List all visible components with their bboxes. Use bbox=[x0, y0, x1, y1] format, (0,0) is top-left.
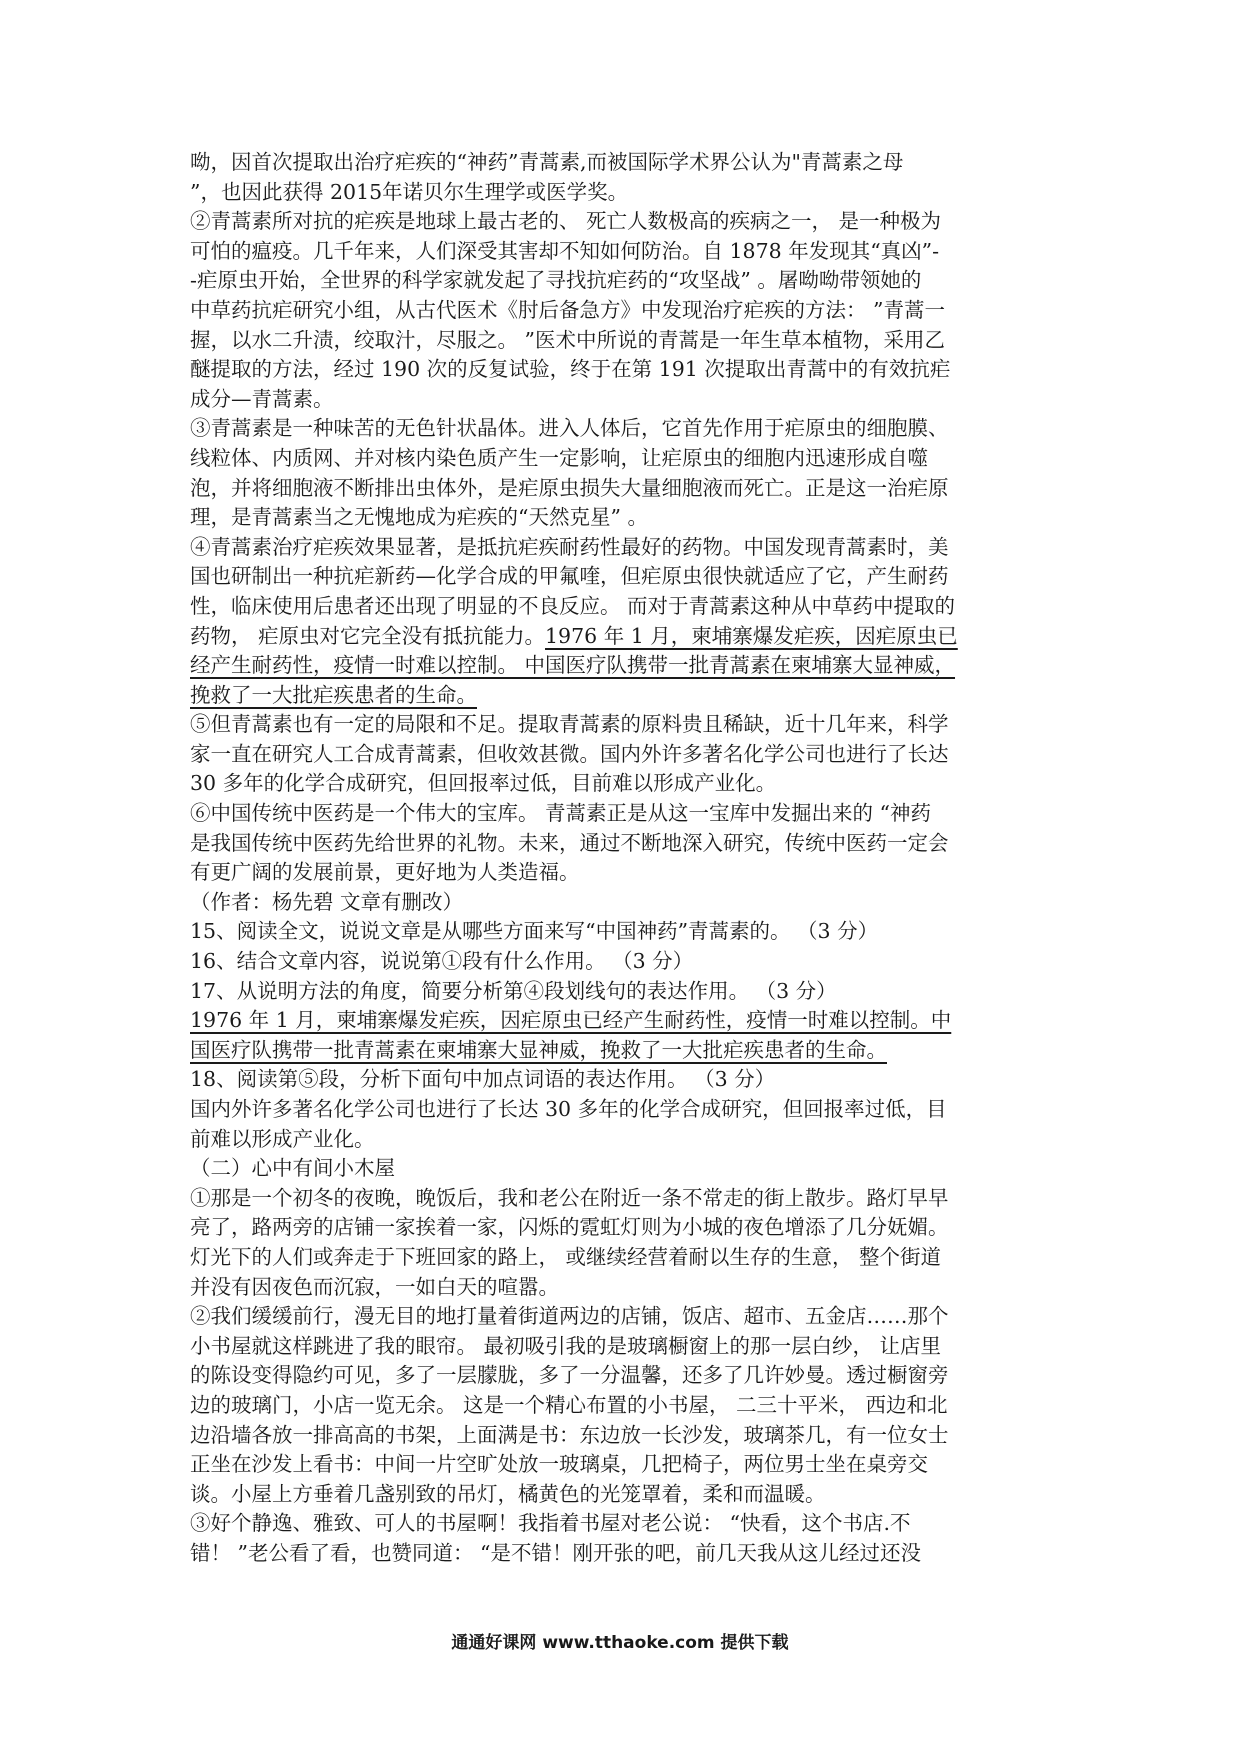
text-line bbox=[190, 414, 1050, 444]
text-line bbox=[190, 1361, 1050, 1391]
line-text: ④青蒿素治疗疟疾效果显著，是抵抗疟疾耐药性最好的药物。中国发现青蒿素时，美 bbox=[190, 534, 949, 559]
text-line bbox=[190, 1421, 1050, 1451]
text-line bbox=[190, 1539, 1050, 1569]
line-text: 15、阅读全文，说说文章是从哪些方面来写“中国神药”青蒿素的。 （3 分） bbox=[190, 919, 879, 944]
line-text: 边的玻璃门，小店一览无余。 这是一个精心布置的小书屋， 二三十平米， 西边和北 bbox=[190, 1392, 948, 1417]
line-text: 性，临床使用后患者还出现了明显的不良反应。 而对于青蒿素这种从中草药中提取的 bbox=[190, 593, 956, 618]
text-line bbox=[190, 444, 1050, 474]
text-line bbox=[190, 1509, 1050, 1539]
page-footer: 通通好课网 www.tthaoke.com 提供下载 bbox=[451, 1633, 789, 1653]
text-line bbox=[190, 148, 1050, 178]
line-text: 经产生耐药性，疫情一时难以控制。 中国医疗队携带一批青蒿素在柬埔寨大显神威， bbox=[190, 653, 956, 678]
line-text: 谈。小屋上方垂着几盏别致的吊灯，橘黄色的光笼罩着，柔和而温暖。 bbox=[190, 1481, 826, 1506]
line-text: ⑤但青蒿素也有一定的局限和不足。提取青蒿素的原料贵且稀缺，近十几年来，科学 bbox=[190, 712, 949, 737]
text-line bbox=[190, 858, 1050, 888]
line-text: 握，以水二升渍，绞取汁，尽服之。 ”医术中所说的青蒿是一年生草本植物，采用乙 bbox=[190, 327, 945, 352]
text-line bbox=[190, 829, 1050, 859]
text-line bbox=[190, 799, 1050, 829]
text-line bbox=[190, 651, 1050, 681]
text-line bbox=[190, 681, 1050, 711]
text-line bbox=[190, 592, 1050, 622]
text-line bbox=[190, 1273, 1050, 1303]
line-text: 30 多年的化学合成研究，但回报率过低，目前难以形成产业化。 bbox=[190, 771, 777, 796]
text-line bbox=[190, 1184, 1050, 1214]
underlined-text: 1976 年 1 月，柬埔寨爆发疟疾，因疟原虫已 bbox=[545, 623, 958, 648]
text-line bbox=[190, 266, 1050, 296]
line-text: 小书屋就这样跳进了我的眼帘。 最初吸引我的是玻璃橱窗上的那一层白纱， 让店里 bbox=[190, 1333, 942, 1358]
text-line bbox=[190, 237, 1050, 267]
line-text: 醚提取的方法，经过 190 次的反复试验，终于在第 191 次提取出青蒿中的有效抗疟 bbox=[190, 357, 951, 382]
text-line bbox=[190, 888, 1050, 918]
text-line bbox=[190, 1332, 1050, 1362]
line-text: 的陈设变得隐约可见，多了一层朦胧，多了一分温馨，还多了几许妙曼。透过橱窗旁 bbox=[190, 1363, 949, 1388]
text-line bbox=[190, 385, 1050, 415]
line-text: （作者：杨先碧 文章有删改） bbox=[190, 889, 464, 914]
text-line bbox=[190, 533, 1050, 563]
line-text: 边沿墙各放一排高高的书架，上面满是书：东边放一长沙发，玻璃茶几，有一位女士 bbox=[190, 1422, 949, 1447]
text-line bbox=[190, 917, 1050, 947]
line-text: 理，是青蒿素当之无愧地成为疟疾的“天然克星” 。 bbox=[190, 505, 648, 530]
line-text: 家一直在研究人工合成青蒿素，但收效甚微。国内外许多著名化学公司也进行了长达 bbox=[190, 741, 949, 766]
line-text: ③好个静逸、雅致、可人的书屋啊！我指着书屋对老公说： “快看，这个书店.不 bbox=[190, 1511, 911, 1536]
line-text: 中草药抗疟研究小组，从古代医术《肘后备急方》中发现治疗疟疾的方法： ”青蒿一 bbox=[190, 297, 945, 322]
line-text: 可怕的瘟疫。几千年来，人们深受其害却不知如何防治。自 1878 年发现其“真凶”- bbox=[190, 238, 940, 263]
line-text: 前难以形成产业化。 bbox=[190, 1126, 375, 1151]
line-text: （二）心中有间小木屋 bbox=[190, 1156, 395, 1181]
text-line bbox=[190, 1065, 1050, 1095]
line-text: 18、阅读第⑤段，分析下面句中加点词语的表达作用。 （3 分） bbox=[190, 1067, 776, 1092]
text-line bbox=[190, 1302, 1050, 1332]
line-text: 有更广阔的发展前景，更好地为人类造福。 bbox=[190, 860, 580, 885]
text-line bbox=[190, 503, 1050, 533]
text-line bbox=[190, 562, 1050, 592]
text-line bbox=[190, 1006, 1050, 1036]
text-line bbox=[190, 296, 1050, 326]
text-line bbox=[190, 1095, 1050, 1125]
line-text: -疟原虫开始，全世界的科学家就发起了寻找抗疟药的“攻坚战” 。屠呦呦带领她的 bbox=[190, 268, 922, 293]
line-text: 国也研制出一种抗疟新药—化学合成的甲氟喹，但疟原虫很快就适应了它，产生耐药 bbox=[190, 564, 949, 589]
line-text: 是我国传统中医药先给世界的礼物。未来，通过不断地深入研究，传统中医药一定会 bbox=[190, 830, 949, 855]
text-line bbox=[190, 1213, 1050, 1243]
line-text: 呦，因首次提取出治疗疟疾的“神药”青蒿素,而被国际学术界公认为"青蒿素之母 bbox=[190, 150, 904, 174]
text-line bbox=[190, 947, 1050, 977]
document-body bbox=[190, 148, 1050, 1569]
line-text: 挽救了一大批疟疾患者的生命。 bbox=[190, 682, 477, 707]
text-line bbox=[190, 1036, 1050, 1066]
line-text: ②青蒿素所对抗的疟疾是地球上最古老的、 死亡人数极高的疾病之一， 是一种极为 bbox=[190, 209, 942, 234]
text-line bbox=[190, 769, 1050, 799]
text-line bbox=[190, 1391, 1050, 1421]
line-text: 国内外许多著名化学公司也进行了长达 30 多年的化学合成研究，但回报率过低，目 bbox=[190, 1097, 947, 1121]
text-line bbox=[190, 710, 1050, 740]
line-text: 16、结合文章内容，说说第①段有什么作用。 （3 分） bbox=[190, 949, 694, 974]
line-text: ⑥中国传统中医药是一个伟大的宝库。 青蒿素正是从这一宝库中发掘出来的 “神药 bbox=[190, 801, 932, 826]
line-text: 线粒体、内质网、并对核内染色质产生一定影响，让疟原虫的细胞内迅速形成自噬 bbox=[190, 445, 928, 470]
line-text: 正坐在沙发上看书：中间一片空旷处放一玻璃桌，几把椅子，两位男士坐在桌旁交 bbox=[190, 1452, 928, 1477]
text-line bbox=[190, 1243, 1050, 1273]
line-text: 并没有因夜色而沉寂，一如白天的喧嚣。 bbox=[190, 1274, 559, 1299]
line-text: 灯光下的人们或奔走于下班回家的路上， 或继续经营着耐以生存的生意， 整个街道 bbox=[190, 1244, 942, 1269]
text-line bbox=[190, 474, 1050, 504]
text-line bbox=[190, 207, 1050, 237]
line-text: 亮了，路两旁的店铺一家挨着一家，闪烁的霓虹灯则为小城的夜色增添了几分妩媚。 bbox=[190, 1215, 949, 1240]
text-line bbox=[190, 740, 1050, 770]
line-text: 成分—青蒿素。 bbox=[190, 386, 334, 411]
text-line bbox=[190, 977, 1050, 1007]
text-line bbox=[190, 355, 1050, 385]
line-text: 错！ ”老公看了看，也赞同道： “是不错！刚开张的吧，前几天我从这儿经过还没 bbox=[190, 1540, 921, 1565]
line-text: 17、从说明方法的角度，简要分析第④段划线句的表达作用。 （3 分） bbox=[190, 978, 837, 1003]
line-text: 药物， 疟原虫对它完全没有抵抗能力。 bbox=[190, 623, 546, 648]
text-line bbox=[190, 178, 1050, 208]
text-line bbox=[190, 1480, 1050, 1510]
line-text: ”，也因此获得 2015年诺贝尔生理学或医学奖。 bbox=[190, 179, 629, 204]
text-line bbox=[190, 1125, 1050, 1155]
text-line bbox=[190, 1450, 1050, 1480]
line-text: ③青蒿素是一种味苦的无色针状晶体。进入人体后，它首先作用于疟原虫的细胞膜、 bbox=[190, 416, 949, 441]
text-line bbox=[190, 326, 1050, 356]
text-line bbox=[190, 622, 1050, 652]
line-text: ①那是一个初冬的夜晚，晚饭后，我和老公在附近一条不常走的街上散步。路灯早早 bbox=[190, 1185, 949, 1210]
text-line bbox=[190, 1154, 1050, 1184]
line-text: 1976 年 1 月，柬埔寨爆发疟疾，因疟原虫已经产生耐药性，疫情一时难以控制。中 bbox=[190, 1008, 952, 1033]
line-text: ②我们缓缓前行，漫无目的地打量着街道两边的店铺，饭店、超市、五金店……那个 bbox=[190, 1304, 949, 1329]
line-text: 泡，并将细胞液不断排出虫体外，是疟原虫损失大量细胞液而死亡。正是这一治疟原 bbox=[190, 475, 949, 500]
line-text: 国医疗队携带一批青蒿素在柬埔寨大显神威，挽救了一大批疟疾患者的生命。 bbox=[190, 1037, 887, 1062]
